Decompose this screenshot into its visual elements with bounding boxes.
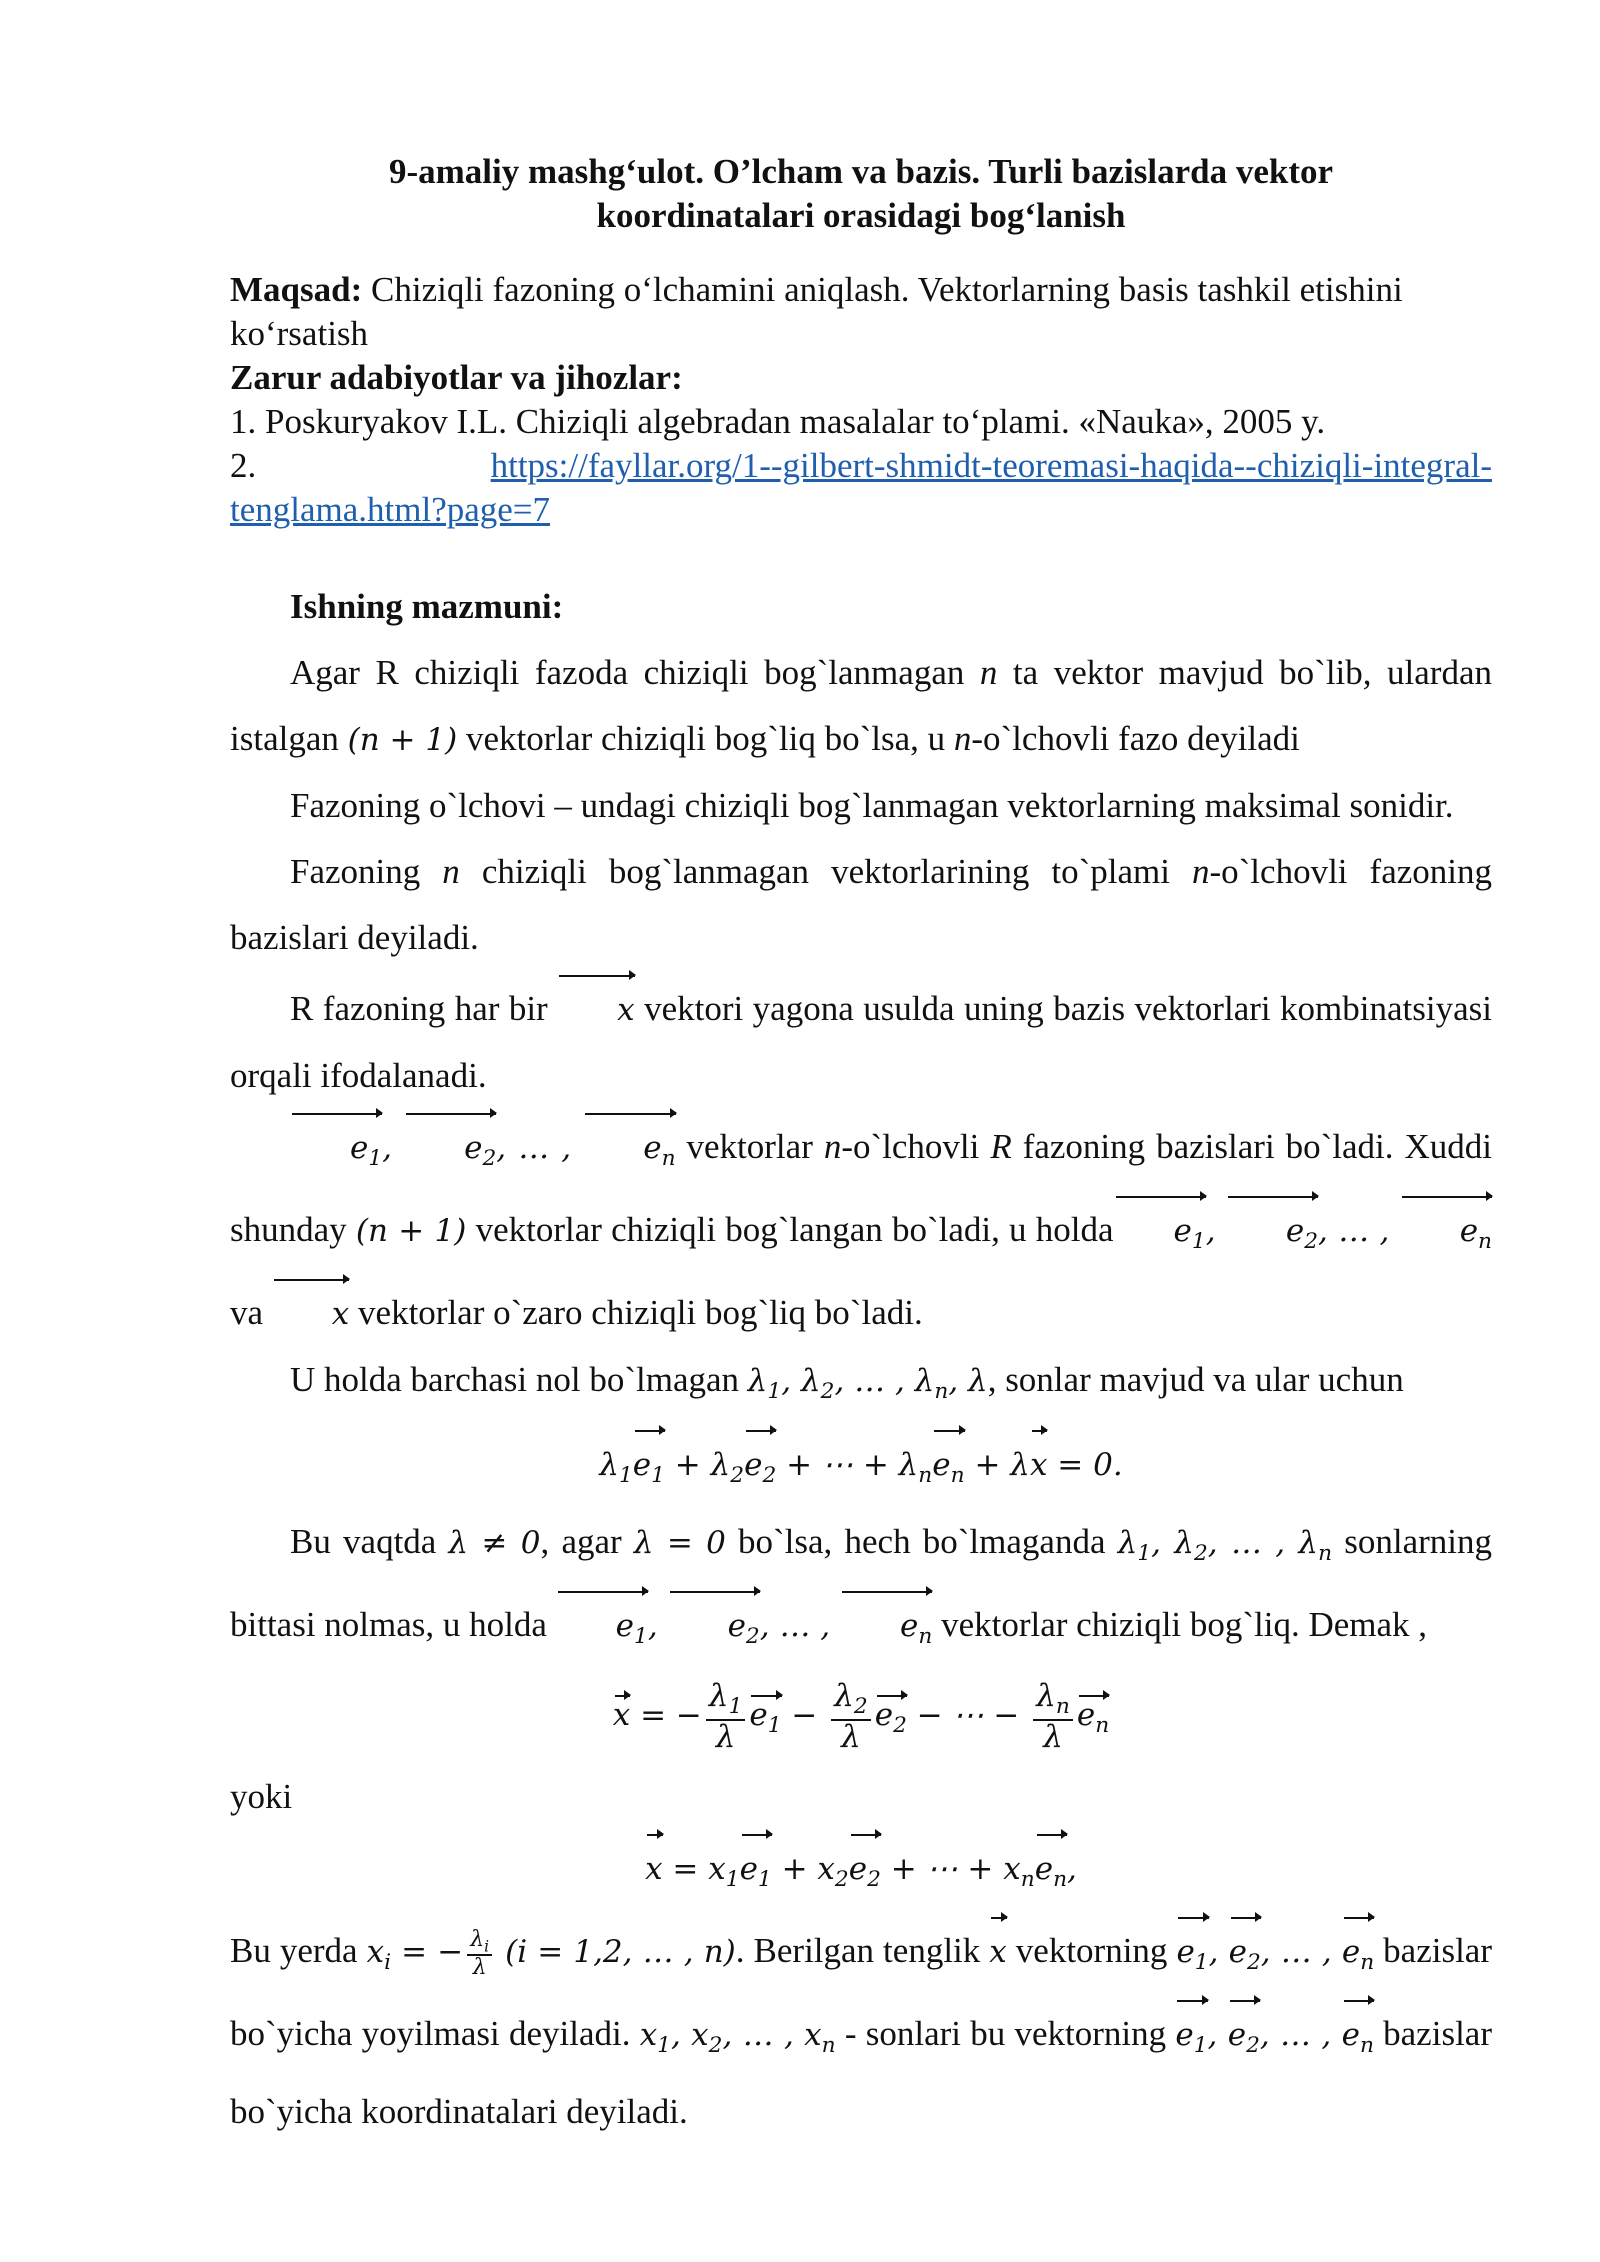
math-xi-definition: $x_i$ = − $\frac{\lambda_i}{\lambda}$: [367, 1934, 497, 1970]
goal-text: Chiziqli fazoning o‘lchamini aniqlash. Vektorlarning basis tashkil etishini ko‘rsatish: [230, 270, 1403, 353]
text: - sonlari bu vektorning: [835, 2014, 1176, 2054]
basis-vectors: $e_1$, $e_2$, … , $e_n$: [556, 1608, 933, 1644]
vector-x: x: [989, 1934, 1006, 1970]
equation-coordinates: $x = x_1e_1 + x_2e_2$ + ⋯ + $x_ne_n$,: [230, 1830, 1492, 1913]
text: Fazoning: [290, 852, 443, 891]
text: chiziqli bog`lanmagan vektorlarining to`plami: [459, 852, 1192, 891]
paragraph-8: [230, 1913, 1492, 2145]
basis-vectors: $e_1$, $e_2$, … , $e_n$: [1176, 1934, 1374, 1970]
text: Agar R chiziqli fazoda chiziqli bog`lanmagan: [290, 653, 980, 692]
text: vektorlar chiziqli bog`liq bo`lsa, u: [457, 719, 954, 758]
paragraph-5: [230, 1109, 1492, 1347]
text: vektori yagona usulda uning bazis vektorlari kombinatsiyasi orqali ifodalanadi.: [230, 989, 1492, 1095]
title-line-2: koordinatalari orasidagi bog‘lanish: [596, 196, 1126, 235]
var-n: n: [823, 1127, 842, 1166]
text: bazislar bo`yicha koordinatalari deyiladi.: [230, 2014, 1492, 2132]
text: ta vektor mavjud bo`lib, ulardan istalgan: [230, 653, 1492, 758]
reference-link-part-2[interactable]: tenglama.html?page=7: [230, 490, 551, 529]
text: vektorlar chiziqli bog`langan bo`ladi, u holda: [466, 1210, 1114, 1250]
equation-linear-combination: $\lambda_1e_1 + \lambda_2e_2$ + ⋯ + $\lambda_ne_n + \lambda x = 0$.: [230, 1426, 1492, 1509]
var-n: n: [979, 653, 998, 692]
text: Bu yerda: [230, 1930, 367, 1970]
lambda-list-n: $\lambda_1$, $\lambda_2$, … , $\lambda_n$: [1117, 1524, 1333, 1566]
section-heading: Ishning mazmuni:: [290, 587, 564, 626]
var-R: R: [990, 1127, 1012, 1166]
vector-x: x: [272, 1296, 349, 1332]
goal-section: [230, 268, 1492, 356]
references-section: [230, 356, 1492, 532]
goal-label: Maqsad:: [230, 270, 363, 309]
equation-rhs: = 0.: [1057, 1446, 1123, 1483]
reference-link-part-1[interactable]: https://fayllar.org/1--gilbert-shmidt-teoremasi-haqida--chiziqli-integral-: [490, 446, 1492, 485]
reference-item-2: [230, 444, 1492, 488]
basis-vectors: $e_1$, $e_2$, … , $e_n$: [1175, 2017, 1374, 2053]
text: vektorlar chiziqli bog`liq. Demak ,: [932, 1604, 1428, 1644]
text: -o`lchovli fazo deyiladi: [971, 719, 1300, 758]
var-n: n: [442, 852, 460, 891]
paragraph-3: [230, 839, 1492, 971]
document-page: [230, 150, 1492, 2145]
var-n: n: [1192, 852, 1210, 891]
word-yoki: yoki: [230, 1776, 293, 1816]
text: vektorning: [1006, 1930, 1177, 1970]
text: vektorlar: [675, 1127, 824, 1166]
text: U holda barchasi nol bo`lmagan: [290, 1360, 748, 1400]
text: va: [230, 1293, 272, 1333]
text: -o`lchovli fazoning bazislari deyiladi.: [230, 852, 1492, 957]
paragraph-2: Fazoning o`lchovi – undagi chiziqli bog`lanmagan vektorlarning maksimal sonidir.: [290, 786, 1454, 825]
paragraph-6: [230, 1347, 1492, 1425]
title-line-1: 9-amaliy mashg‘ulot. O’lcham va bazis. Turli bazislarda vektor: [388, 152, 1334, 191]
text: . Berilgan tenglik: [735, 1930, 990, 1970]
paragraph-7: [230, 1509, 1492, 1670]
basis-vectors: $e_1$, $e_2$, … , $e_n$: [290, 1130, 676, 1166]
text: bazislar bo`yicha yoyilmasi deyiladi.: [230, 1930, 1492, 2054]
text: , agar: [540, 1521, 634, 1561]
text: bo`lsa, hech bo`lmaganda: [725, 1521, 1118, 1561]
text: fazoning bazislari bo`ladi. Xuddi shunday: [230, 1127, 1492, 1250]
references-heading: Zarur adabiyotlar va jihozlar:: [230, 358, 683, 397]
basis-vectors: $e_1$, $e_2$, … , $e_n$: [1114, 1213, 1493, 1249]
math-lambda-zero: λ = 0: [633, 1524, 726, 1561]
text: vektorlar o`zaro chiziqli bog`liq bo`ladi.: [349, 1293, 923, 1333]
lambda-list: $\lambda_1$, $\lambda_2$, … , $\lambda_n$, λ: [747, 1363, 988, 1405]
var-n: n: [953, 719, 972, 758]
text: -o`lchovli: [841, 1127, 991, 1166]
math-lambda-nonzero: λ ≠ 0: [448, 1524, 541, 1561]
text: , sonlar mavjud va ular uchun: [987, 1360, 1404, 1400]
math-n-plus-1: (n + 1): [347, 722, 458, 758]
vector-x: x: [557, 992, 634, 1028]
reference-item-1: 1. Poskuryakov I.L. Chiziqli algebradan masalalar to‘plami. «Nauka», 2005 y.: [230, 402, 1326, 441]
page-title: [230, 150, 1492, 238]
reference-number-2: 2.: [230, 446, 257, 485]
equation-x-expansion: x = − $\frac{\lambda_1}{\lambda}$ $e_1$ − $\frac{\lambda_2}{\lambda}$ $e_2$ − ⋯ − $\frac{\lambda_n}{\lambda}$ $e_n$: [612, 1678, 1110, 1756]
text: R fazoning har bir: [290, 989, 558, 1028]
paragraph-4: [230, 971, 1492, 1109]
math-index-range: (i = 1,2, … , n): [505, 1933, 736, 1970]
text: Bu vaqtda: [290, 1521, 449, 1561]
coordinate-list: $x_1$, $x_2$, … , $x_n$: [639, 2017, 836, 2059]
paragraph-1: [230, 640, 1492, 773]
math-n-plus-1: (n + 1): [355, 1213, 467, 1250]
text: sonlarning bittasi nolmas, u holda: [230, 1521, 1492, 1644]
